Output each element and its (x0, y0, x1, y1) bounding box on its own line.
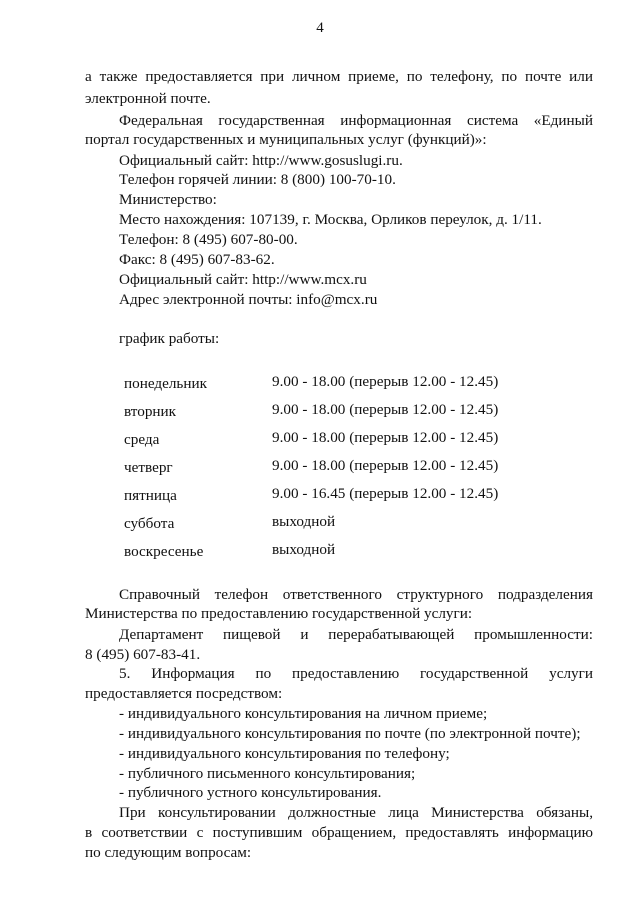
schedule-day: вторник (124, 403, 177, 420)
schedule-hours: выходной (272, 541, 336, 558)
section5-line-1: 5. Информация по предоставлению государственной услуги (119, 665, 593, 682)
schedule-hours: 9.00 - 18.00 (перерыв 12.00 - 12.45) (272, 373, 499, 390)
schedule-day: пятница (124, 487, 177, 504)
schedule-day: понедельник (124, 375, 207, 392)
intro-line-2: электронной почте. (85, 90, 211, 107)
page-number: 4 (316, 20, 324, 36)
intro-line-3: Федеральная государственная информационная система «Единый (119, 112, 593, 129)
schedule-hours: выходной (272, 513, 336, 530)
ministry-heading: Министерство: (119, 191, 217, 208)
schedule-day: суббота (124, 515, 175, 532)
intro-line-1: а также предоставляется при личном приеме, по телефону, по почте или (85, 68, 593, 85)
closing-line-3: по следующим вопросам: (85, 844, 252, 861)
schedule-hours: 9.00 - 18.00 (перерыв 12.00 - 12.45) (272, 401, 499, 418)
schedule-day: воскресенье (124, 543, 204, 560)
closing-line-1: При консультировании должностные лица Министерства обязаны, (119, 804, 593, 821)
reference-line-3: Департамент пищевой и перерабатывающей промышленности: (119, 626, 593, 643)
closing-line-2: в соответствии с поступившим обращением, предоставлять информацию (85, 824, 593, 841)
consultation-list-item: - публичного устного консультирования. (119, 784, 382, 801)
ministry-site: Официальный сайт: http://www.mcx.ru (119, 271, 367, 288)
ministry-fax: Факс: 8 (495) 607-83-62. (119, 251, 275, 268)
schedule-hours: 9.00 - 18.00 (перерыв 12.00 - 12.45) (272, 429, 499, 446)
reference-line-2: Министерства по предоставлению государственной услуги: (85, 605, 473, 622)
schedule-hours: 9.00 - 16.45 (перерыв 12.00 - 12.45) (272, 485, 499, 502)
reference-line-1: Справочный телефон ответственного структурного подразделения (119, 586, 593, 603)
intro-line-4: портал государственных и муниципальных услуг (функций)»: (85, 131, 487, 148)
portal-hotline: Телефон горячей линии: 8 (800) 100-70-10. (119, 171, 396, 188)
schedule-hours: 9.00 - 18.00 (перерыв 12.00 - 12.45) (272, 457, 499, 474)
consultation-list-item: - индивидуального консультирования на личном приеме; (119, 705, 488, 722)
ministry-address: Место нахождения: 107139, г. Москва, Орликов переулок, д. 1/11. (119, 211, 542, 228)
ministry-phone: Телефон: 8 (495) 607-80-00. (119, 231, 298, 248)
ministry-email: Адрес электронной почты: info@mcx.ru (119, 291, 378, 308)
reference-line-4: 8 (495) 607-83-41. (85, 646, 201, 663)
schedule-day: четверг (124, 459, 173, 476)
schedule-day: среда (124, 431, 160, 448)
consultation-list-item: - публичного письменного консультирования; (119, 765, 416, 782)
consultation-list-item: - индивидуального консультирования по почте (по электронной почте); (119, 725, 581, 742)
schedule-heading: график работы: (119, 330, 220, 347)
portal-site: Официальный сайт: http://www.gosuslugi.ru. (119, 152, 403, 169)
section5-line-2: предоставляется посредством: (85, 685, 283, 702)
consultation-list-item: - индивидуального консультирования по телефону; (119, 745, 450, 762)
